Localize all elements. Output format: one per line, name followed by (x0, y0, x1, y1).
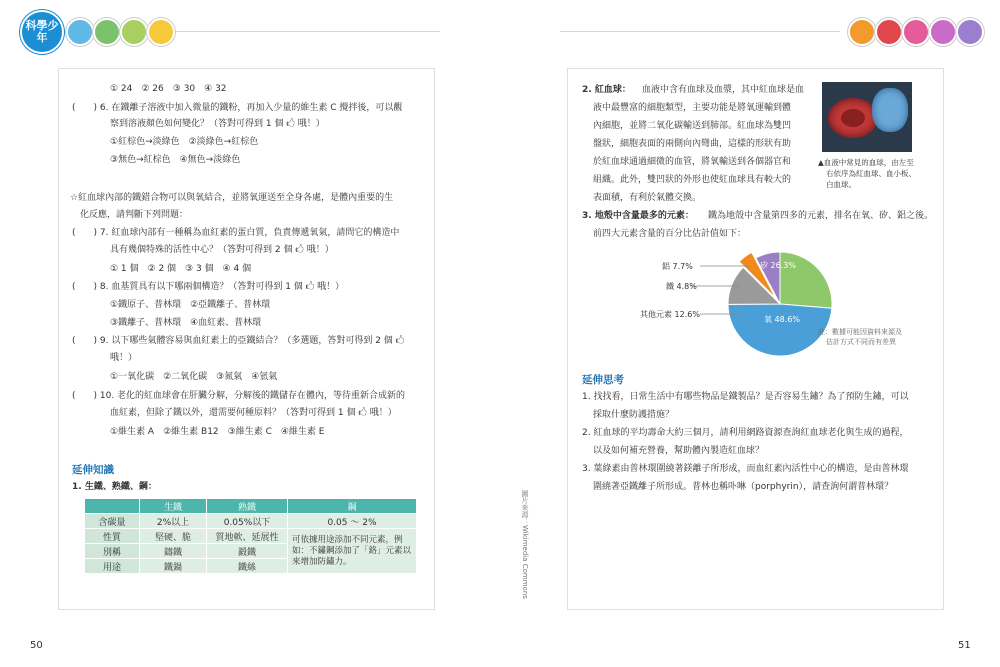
q10-line2: 血紅素，但除了鐵以外，還需要何種原料？（答對可得到 1 個 🖒 哦！） (110, 408, 397, 418)
telescope-icon (956, 18, 984, 46)
photo-caption-2: 右依序為紅血球、血小板、 (826, 169, 916, 178)
math-icon (66, 18, 94, 46)
chart-note-1: 註：數據可能因資料來源及 (818, 328, 902, 336)
iron-comparison-table (84, 498, 417, 574)
flask-icon (147, 18, 175, 46)
q7-line2: 具有幾個特殊的活性中心？（答對可得到 2 個 🖒 哦！） (110, 245, 334, 255)
rbc-line-6: 組織。此外，雙凹狀的外形也使紅血球具有較大的 (593, 175, 792, 185)
logo-text: 科學少年 (25, 19, 59, 44)
q6-line2: 察到溶液顏色如何變化？（答對可得到 1 個 🖒 哦！） (110, 119, 325, 129)
intro-line2: 化反應，請判斷下列問題： (80, 210, 189, 220)
think-q3-line1: 3. 葉綠素由普林環圍繞著鎂離子所形成，而血紅素內活性中心的構造，是由普林環 (582, 464, 909, 474)
chart-note-2: 估計方式不同而有差異 (826, 338, 896, 346)
left-section-title: 延伸知識 (72, 464, 114, 476)
photo-caption-3: 白血球。 (826, 180, 856, 189)
table-cell: 0.05 ～ 2% (288, 514, 417, 529)
table-header-steel: 鋼 (288, 499, 417, 514)
photo-caption-1: ▲血液中常見的血球，由左至 (818, 158, 914, 167)
table-header-corner (85, 499, 140, 514)
q6-options-1: ①紅棕色→淡綠色 ②淡綠色→紅棕色 (110, 137, 259, 147)
table-cell: 鐵絲 (207, 559, 288, 574)
table-row-label: 性質 (85, 529, 140, 544)
rbc-line-2: 液中最豐富的細胞類型，主要功能是將氧運輸到體 (593, 103, 792, 113)
image-credit: 圖片來源：Wikimedia Commons (521, 490, 529, 599)
pie-label-si: 矽 26.3% (760, 261, 796, 270)
pie-label-fe: 鐵 4.8% (666, 282, 697, 291)
table-cell: 堅硬、脆 (140, 529, 207, 544)
pie-label-o: 氧 48.6% (764, 315, 800, 324)
crust-line-2: 前四大元素含量的百分比估計值如下： (593, 229, 747, 239)
rbc-line-3: 內細胞，並將二氧化碳輸送到肺部。紅血球為雙凹 (593, 121, 792, 131)
right-section-title: 延伸思考 (582, 374, 624, 386)
q9-line1: ( ) 9. 以下哪些氣體容易與血紅素上的亞鐵結合？（多選題，答對可得到 2 個 🖒 (72, 336, 405, 346)
table-cell: 0.05%以下 (207, 514, 288, 529)
table-row-label: 含碳量 (85, 514, 140, 529)
table-header-pig-iron: 生鐵 (140, 499, 207, 514)
table-header-wrought-iron: 熟鐵 (207, 499, 288, 514)
table-row-label: 用途 (85, 559, 140, 574)
table-row-label: 別稱 (85, 544, 140, 559)
red-blood-cell-center (841, 109, 865, 127)
rbc-line-5: 於紅血球通過細微的血管，將氧輸送到各個器官和 (593, 157, 792, 167)
plant-icon (120, 18, 148, 46)
magazine-logo (20, 10, 64, 54)
q10-options: ①維生素 A ②維生素 B12 ③維生素 C ④維生素 E (110, 427, 325, 437)
q7-line1: ( ) 7. 紅血球內部有一種稱為血紅素的蛋白質，負責傳遞氧氣，請問它的構造中 (72, 228, 400, 238)
atom-icon (902, 18, 930, 46)
think-q3-line2: 圍繞著亞鐵離子所形成。普林也稱卟啉（porphyrin），請查詢何謂普林環？ (593, 482, 894, 492)
header-rule-right (560, 31, 840, 32)
table-cell: 鍛鐵 (207, 544, 288, 559)
q5-options: ① 24 ② 26 ③ 30 ④ 32 (110, 84, 227, 94)
dna-icon (929, 18, 957, 46)
think-q2-line1: 2. 紅血球的平均壽命大約三個月，請利用網路資源查詢紅血球老化與生成的過程， (582, 428, 909, 438)
q10-line1: ( ) 10. 老化的紅血球會在肝臟分解，分解後的鐵儲存在體內，等待重新合成新的 (72, 391, 406, 401)
q8-options-1: ①鐵原子、普林環 ②亞鐵離子、普林環 (110, 300, 271, 310)
rbc-line-4: 盤狀，細胞表面的兩側向內彎曲，這樣的形狀有助 (593, 139, 792, 149)
q9-options: ①一氧化碳 ②二氧化碳 ③氮氣 ④氫氣 (110, 372, 278, 382)
pie-label-other: 其他元素 12.6% (640, 310, 700, 319)
crust-pie-chart (600, 244, 860, 374)
q8-line1: ( ) 8. 血基質具有以下哪兩個構造？（答對可得到 1 個 🖒 哦！） (72, 282, 345, 292)
pie-slice-o (728, 304, 832, 356)
table-cell: 鐵鍋 (140, 559, 207, 574)
page-number-right: 51 (958, 640, 971, 651)
think-q1-line2: 採取什麼防護措施？ (593, 410, 675, 420)
lightbulb-icon (848, 18, 876, 46)
crust-heading: 3. 地殼中含量最多的元素： (582, 211, 694, 221)
think-q1-line1: 1. 找找看，日常生活中有哪些物品是鐵製品？是否容易生鏽？為了預防生鏽，可以 (582, 392, 909, 402)
intro-line1: ☆紅血球內部的鐵錯合物可以與氧結合，並將氧運送至全身各處，是體內重要的生 (70, 193, 394, 203)
magnet-icon (875, 18, 903, 46)
q6-line1: ( ) 6. 在鐵離子溶液中加入微量的鐵粉，再加入少量的維生素 C 攪拌後，可以觀 (72, 103, 403, 113)
table-cell: 2%以上 (140, 514, 207, 529)
table-cell: 鑄鐵 (140, 544, 207, 559)
rbc-line-1: 血液中含有血球及血漿，其中紅血球是血 (642, 85, 805, 95)
rbc-heading: 2. 紅血球： (582, 85, 631, 95)
steel-note-cell: 可依據用途添加不同元素，例如：不鏽鋼添加了「鉻」元素以來增加防鏽力。 (288, 529, 417, 574)
q9-line2: 哦！） (110, 353, 138, 363)
q8-options-2: ③鐵離子、普林環 ④血紅素、普林環 (110, 318, 262, 328)
table-cell: 質地軟、延展性 (207, 529, 288, 544)
monitor-icon (93, 18, 121, 46)
q6-options-2: ③無色→紅棕色 ④無色→淡綠色 (110, 155, 241, 165)
think-q2-line2: 以及如何補充營養，幫助體內製造紅血球？ (593, 446, 765, 456)
blood-cells-photo (822, 82, 912, 152)
rbc-line-7: 表面積，有利於氣體交換。 (593, 193, 702, 203)
page-number-left: 50 (30, 640, 43, 651)
pie-label-al: 鋁 7.7% (662, 262, 693, 271)
crust-line-1: 鐵為地殼中含量第四多的元素，排名在氧、矽、鋁之後。 (708, 211, 934, 221)
iron-types-heading: 1. 生鐵、熟鐵、鋼： (72, 482, 157, 492)
q7-options: ① 1 個 ② 2 個 ③ 3 個 ④ 4 個 (110, 264, 252, 274)
white-blood-cell-shape (872, 88, 908, 132)
